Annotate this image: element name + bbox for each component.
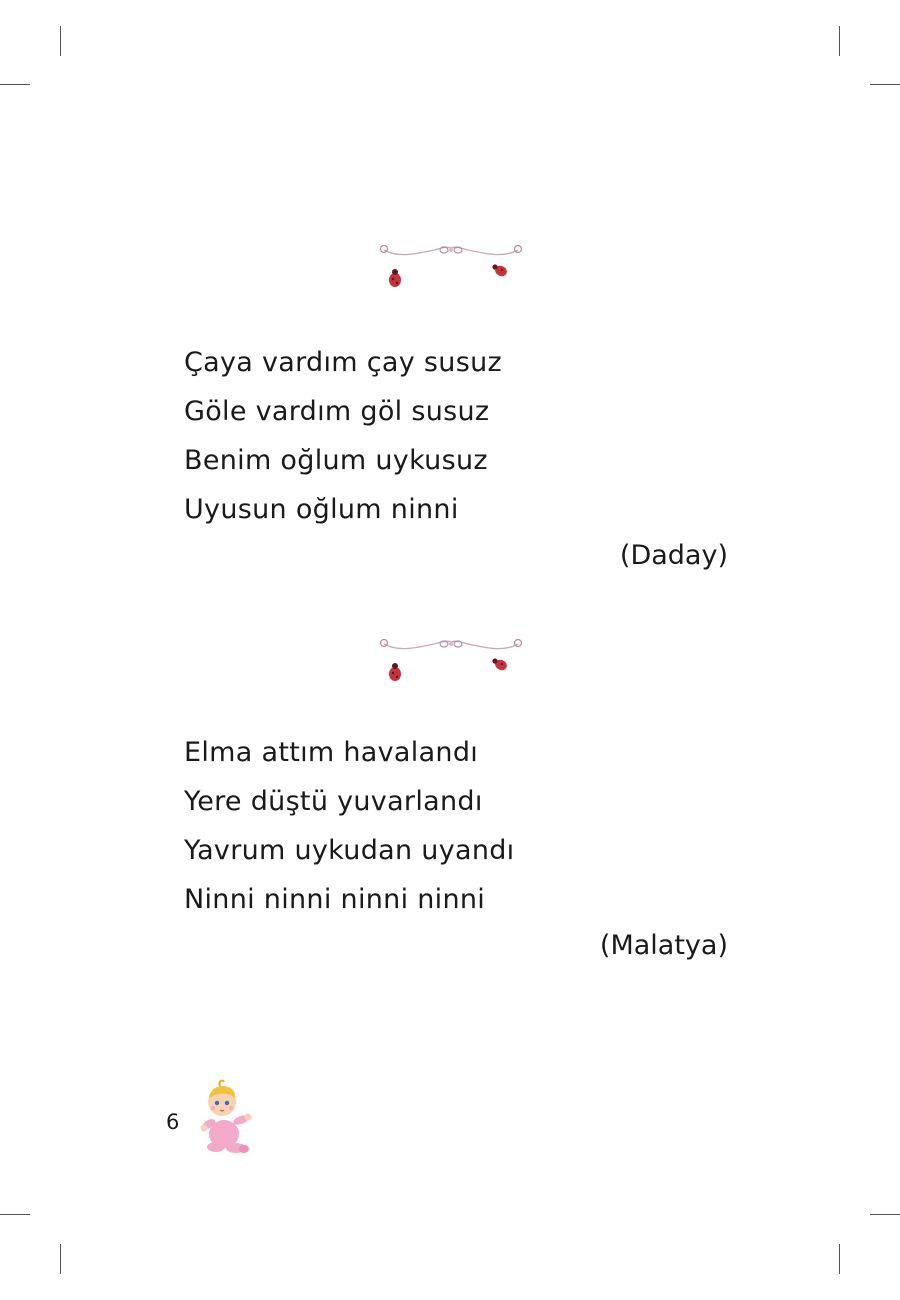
poem-2 [184, 728, 514, 924]
poem-line: Uyusun oğlum ninni [184, 494, 459, 525]
poem-1 [184, 338, 502, 534]
crop-mark-top-left-h [0, 84, 30, 85]
crop-mark-top-right [839, 26, 840, 56]
ladybug-icon [492, 264, 508, 278]
crop-mark-bottom-right [839, 1244, 840, 1274]
crop-mark-bottom-left-h [0, 1214, 30, 1215]
ladybug-divider-icon [376, 240, 526, 296]
ladybug-icon [389, 269, 401, 287]
crop-mark-top-right-h [870, 84, 900, 85]
ladybug-icon [492, 658, 508, 672]
page-number: 6 [166, 1110, 180, 1134]
poem-line: Benim oğlum uykusuz [184, 445, 488, 476]
crop-mark-bottom-right-h [870, 1214, 900, 1215]
poem-line: Göle vardım göl susuz [184, 396, 490, 427]
ladybug-divider-icon [376, 634, 526, 690]
crop-mark-bottom-left [60, 1244, 61, 1274]
ladybug-icon [389, 663, 401, 681]
poem-line: Yavrum uykudan uyandı [184, 835, 515, 866]
poem-line: Yere düştü yuvarlandı [184, 786, 483, 817]
poem-line: Ninni ninni ninni ninni [184, 884, 486, 915]
poem-source: (Malatya) [599, 930, 728, 961]
crop-mark-top-left [60, 26, 61, 56]
poem-line: Elma attım havalandı [184, 737, 479, 768]
poem-source: (Daday) [619, 540, 728, 571]
baby-icon [196, 1078, 256, 1154]
poem-line: Çaya vardım çay susuz [184, 347, 502, 378]
